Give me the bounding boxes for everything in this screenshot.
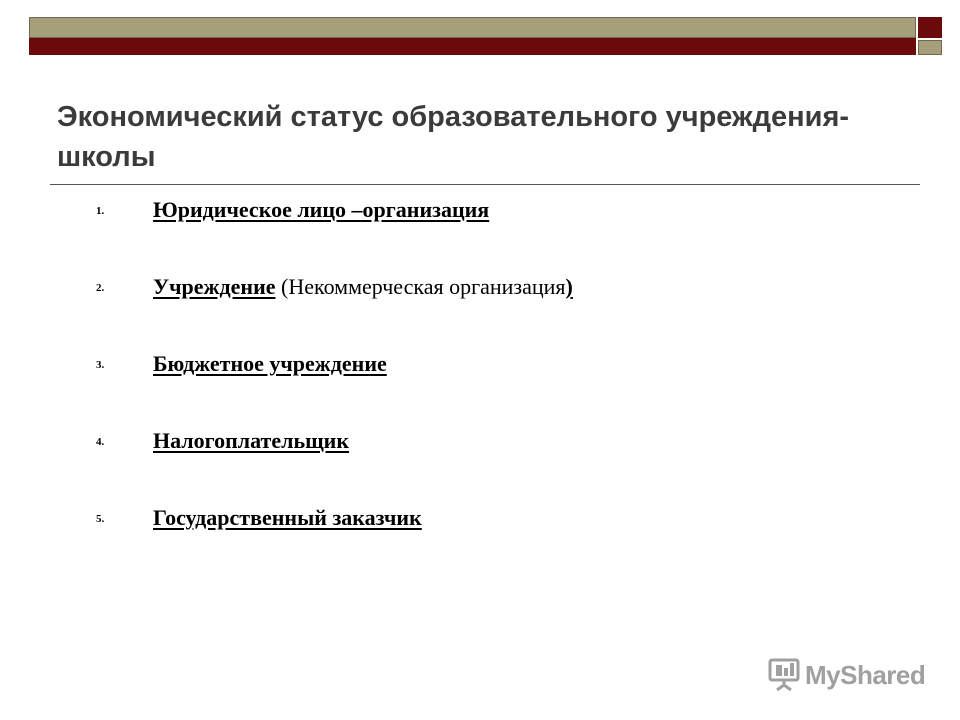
list-item-label: Учреждение: [153, 274, 276, 299]
watermark-text: MyShared: [805, 659, 926, 690]
list-item-text: [153, 350, 387, 378]
list-item-text: [153, 504, 422, 532]
list-item-label: Бюджетное учреждение: [153, 351, 387, 376]
list-item-note: (Некоммерческая организация: [275, 274, 566, 299]
corner-square-olive: [918, 40, 942, 55]
list-item-label: Государственный заказчик: [153, 505, 422, 530]
header-band-olive: [29, 17, 916, 38]
list-item-number: 1.: [96, 205, 105, 217]
list-item-label: Налогоплательщик: [153, 428, 350, 453]
list-item-label: Юридическое лицо –организация: [153, 197, 490, 222]
mobile-presentation-icon: [767, 658, 801, 692]
list-item-text: [153, 427, 349, 455]
header-band-maroon: [29, 38, 916, 55]
corner-square-maroon: [918, 17, 942, 38]
list-item-number: 2.: [96, 282, 105, 294]
watermark[interactable]: [767, 658, 925, 692]
list-item-note-close: ): [565, 274, 573, 299]
list-item-number: 3.: [96, 359, 105, 371]
slide-title: Экономический статус образовательного учреждения-школы: [57, 101, 850, 173]
list-item-text: [153, 196, 489, 224]
list-item-number: 4.: [96, 436, 105, 448]
list-item-number: 5.: [96, 513, 105, 525]
list-item-text: [153, 273, 573, 301]
title-divider: [50, 184, 920, 185]
